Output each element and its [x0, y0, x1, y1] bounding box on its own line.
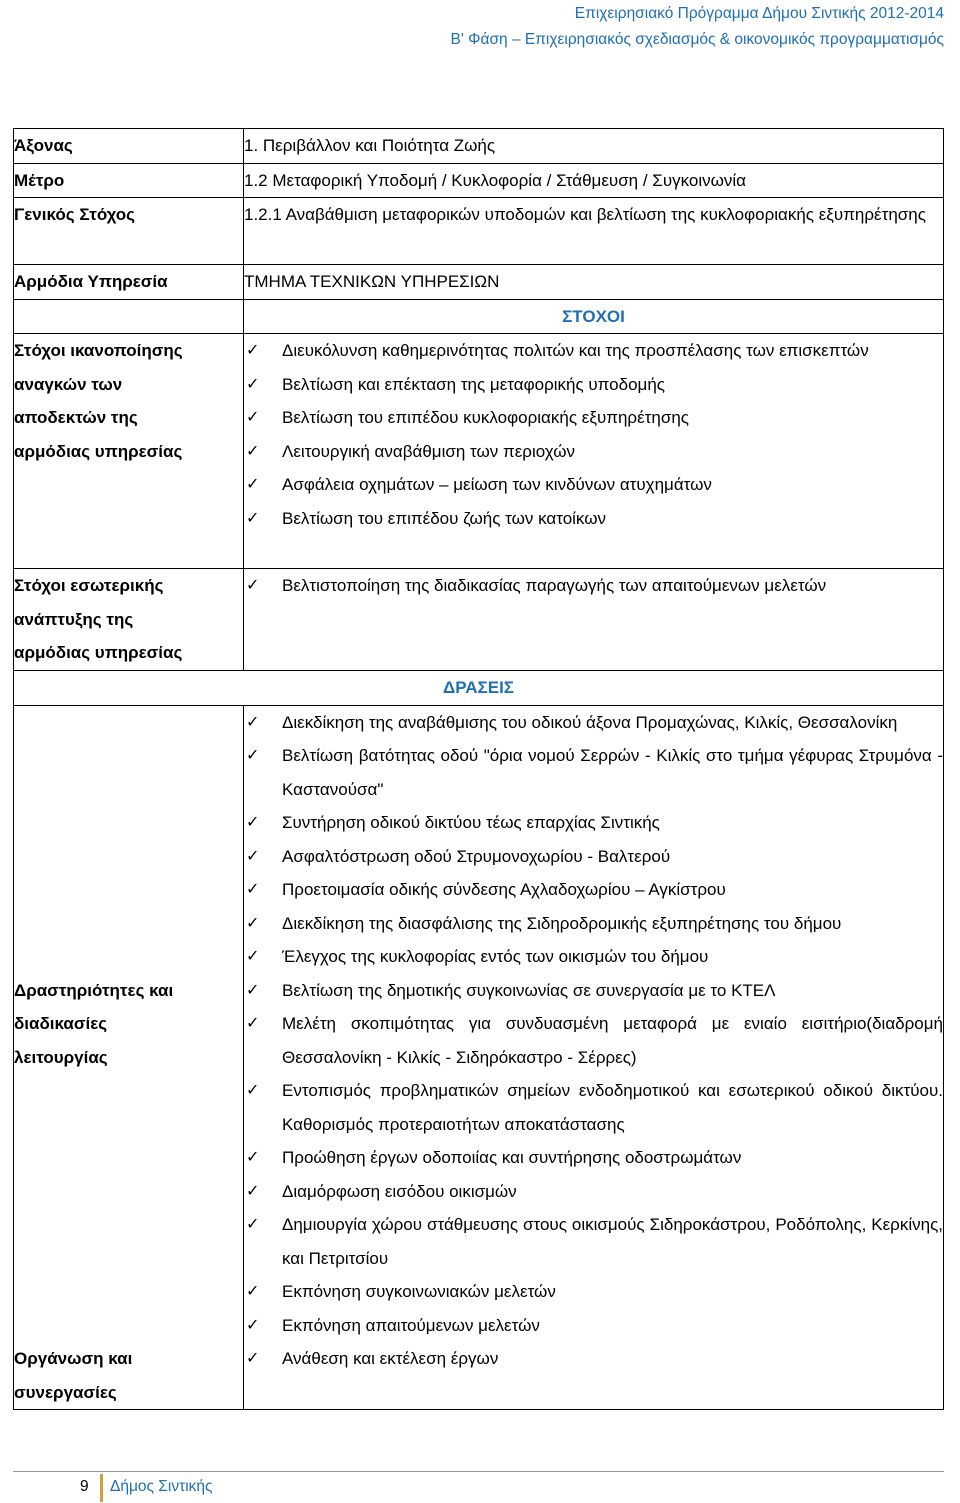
service-label: Αρμόδια Υπηρεσία — [14, 265, 244, 300]
checkmark-icon: ✓ — [246, 814, 260, 831]
internal-label-line: αρμόδιας υπηρεσίας — [14, 643, 183, 662]
internal-list — [244, 569, 943, 603]
needs-label-line: Στόχοι ικανοποίησης — [14, 341, 183, 360]
action-plan-table — [13, 128, 944, 1410]
actions-heading: ΔΡΑΣΕΙΣ — [14, 671, 944, 706]
list-item — [244, 401, 943, 435]
list-item-text: Βελτίωση της δημοτικής συγκοινωνίας σε συνεργασία με το ΚΤΕΛ — [282, 980, 776, 1000]
measure-value: 1.2 Μεταφορική Υποδομή / Κυκλοφορία / Στάθμευση / Συγκοινωνία — [244, 163, 944, 198]
checkmark-icon: ✓ — [246, 1082, 260, 1099]
list-item-text: Βελτίωση του επιπέδου ζωής των κατοίκων — [282, 508, 606, 528]
goals-heading: ΣΤΟΧΟΙ — [244, 299, 944, 334]
checkmark-icon: ✓ — [246, 1216, 260, 1233]
needs-label-line: αναγκών των — [14, 374, 123, 394]
row-needs — [14, 334, 944, 569]
list-item — [244, 907, 943, 941]
list-item — [244, 502, 943, 536]
list-item — [244, 1007, 943, 1074]
list-item — [244, 468, 943, 502]
list-item-text: Βελτιστοποίηση της διαδικασίας παραγωγής των απαιτούμενων μελετών — [282, 576, 827, 595]
checkmark-icon: ✓ — [246, 1350, 260, 1367]
needs-label — [14, 334, 244, 569]
checkmark-icon: ✓ — [246, 442, 260, 460]
footer-rule — [13, 1471, 944, 1472]
actions-list — [244, 706, 943, 1376]
needs-list — [244, 334, 943, 535]
list-item-text: Εκπόνηση συγκοινωνιακών μελετών — [282, 1282, 556, 1301]
checkmark-icon: ✓ — [246, 1015, 260, 1032]
checkmark-icon: ✓ — [246, 409, 260, 426]
list-item-text: Εντοπισμός προβληματικών σημείων ενδοδημοτικού και εσωτερικού οδικού δικτύου. Καθορισμός προτεραιοτήτων αποκατάστασης — [282, 1081, 943, 1134]
header-subtitle: Β' Φάση – Επιχειρησιακός σχεδιασμός & οικονομικός προγραμματισμός — [450, 31, 944, 48]
list-item-text: Ασφαλτόστρωση οδού Στρυμονοχωρίου - Βαλτερού — [282, 846, 671, 866]
list-item — [244, 435, 943, 469]
checkmark-icon: ✓ — [246, 1149, 260, 1166]
list-item — [244, 1275, 943, 1309]
checkmark-icon: ✓ — [246, 1316, 260, 1334]
list-item-text: Προώθηση έργων οδοποιίας και συντήρησης οδοστρωμάτων — [282, 1148, 742, 1167]
list-item — [244, 974, 943, 1008]
list-item — [244, 1342, 943, 1376]
activities-label-line: Δραστηριότητες και — [14, 980, 174, 1000]
list-item-text: Διεκδίκηση της διασφάλισης της Σιδηροδρομικής εξυπηρέτησης του δήμου — [282, 913, 842, 933]
header-title: Επιχειρησιακό Πρόγραμμα Δήμου Σιντικής 2012-2014 — [574, 5, 944, 22]
activities-label-line: διαδικασίες — [14, 1014, 108, 1033]
list-item-text: Ανάθεση και εκτέλεση έργων — [282, 1349, 499, 1368]
list-item — [244, 1141, 943, 1175]
goal-value: 1.2.1 Αναβάθμιση μεταφορικών υποδομών και βελτίωση της κυκλοφοριακής εξυπηρέτησης — [244, 198, 944, 265]
list-item — [244, 334, 943, 368]
checkmark-icon: ✓ — [246, 881, 260, 898]
list-item-text: Διεκδίκηση της αναβάθμισης του οδικού άξονα Προμαχώνας, Κιλκίς, Θεσσαλονίκη — [282, 712, 898, 732]
list-item-text: Βελτίωση του επιπέδου κυκλοφοριακής εξυπηρέτησης — [282, 408, 689, 427]
row-goals-heading — [14, 299, 944, 334]
list-item-text: Λειτουργική αναβάθμιση των περιοχών — [282, 441, 575, 461]
list-item — [244, 368, 943, 402]
footer-accent-bar — [100, 1474, 103, 1502]
row-internal — [14, 569, 944, 671]
list-item — [244, 1208, 943, 1275]
activities-label-line: λειτουργίας — [14, 1047, 108, 1067]
list-item-text: Έλεγχος της κυκλοφορίας εντός των οικισμών του δήμου — [282, 947, 709, 966]
footer-municipality: Δήμος Σιντικής — [110, 1478, 213, 1495]
list-item-text: Δημιουργία χώρου στάθμευσης στους οικισμούς Σιδηροκάστρου, Ροδόπολης, Κερκίνης, και Πετριτσίου — [282, 1215, 943, 1268]
checkmark-icon: ✓ — [246, 1283, 260, 1300]
cooperation-label-line: συνεργασίες — [14, 1382, 117, 1402]
checkmark-icon: ✓ — [246, 375, 260, 393]
checkmark-icon: ✓ — [246, 948, 260, 965]
row-measure — [14, 163, 944, 198]
checkmark-icon: ✓ — [246, 747, 260, 764]
list-item — [244, 569, 943, 603]
row-goal — [14, 198, 944, 265]
checkmark-icon: ✓ — [246, 847, 260, 865]
list-item-text: Προετοιμασία οδικής σύνδεσης Αχλαδοχωρίου – Αγκίστρου — [282, 880, 726, 899]
checkmark-icon: ✓ — [246, 577, 260, 594]
cooperation-label-line: Οργάνωση και — [14, 1349, 133, 1368]
checkmark-icon: ✓ — [246, 476, 260, 493]
needs-label-line: αποδεκτών της — [14, 408, 138, 427]
axis-value: 1. Περιβάλλον και Ποιότητα Ζωής — [244, 129, 944, 164]
list-item — [244, 1309, 943, 1343]
page-number: 9 — [80, 1478, 89, 1495]
list-item — [244, 806, 943, 840]
axis-label: Άξονας — [14, 129, 244, 164]
checkmark-icon: ✓ — [246, 509, 260, 527]
goal-label: Γενικός Στόχος — [14, 198, 244, 265]
row-actions — [14, 705, 944, 1410]
checkmark-icon: ✓ — [246, 914, 260, 932]
list-item — [244, 1175, 943, 1209]
checkmark-icon: ✓ — [246, 1182, 260, 1200]
list-item-text: Ασφάλεια οχημάτων – μείωση των κινδύνων ατυχημάτων — [282, 475, 712, 494]
list-item — [244, 706, 943, 740]
list-item-text: Βελτίωση βατότητας οδού "όρια νομού Σερρών - Κιλκίς στο τμήμα γέφυρας Στρυμόνα - Καστανούσα" — [282, 746, 943, 799]
list-item — [244, 940, 943, 974]
needs-label-line: αρμόδιας υπηρεσίας — [14, 441, 183, 461]
list-item — [244, 840, 943, 874]
list-item — [244, 1074, 943, 1141]
service-value: ΤΜΗΜΑ ΤΕΧΝΙΚΩΝ ΥΠΗΡΕΣΙΩΝ — [244, 265, 944, 300]
checkmark-icon: ✓ — [246, 342, 260, 359]
row-axis — [14, 129, 944, 164]
list-item-text: Βελτίωση και επέκταση της μεταφορικής υποδομής — [282, 374, 665, 394]
list-item-text: Διαμόρφωση εισόδου οικισμών — [282, 1181, 517, 1201]
list-item-text: Μελέτη σκοπιμότητας για συνδυασμένη μεταφορά με ενιαίο εισιτήριο(διαδρομή Θεσσαλονίκη - Κιλκίς - Σιδηρόκαστρο - Σέρρες) — [282, 1014, 943, 1067]
checkmark-icon: ✓ — [246, 981, 260, 999]
internal-label — [14, 569, 244, 671]
measure-label: Μέτρο — [14, 163, 244, 198]
list-item-text: Διευκόλυνση καθημερινότητας πολιτών και της προσπέλασης των επισκεπτών — [282, 341, 869, 360]
row-actions-heading — [14, 671, 944, 706]
list-item-text: Εκπόνηση απαιτούμενων μελετών — [282, 1315, 540, 1335]
checkmark-icon: ✓ — [246, 713, 260, 731]
internal-label-line: ανάπτυξης της — [14, 609, 134, 629]
list-item — [244, 739, 943, 806]
list-item-text: Συντήρηση οδικού δικτύου τέως επαρχίας Σιντικής — [282, 813, 660, 832]
list-item — [244, 873, 943, 907]
internal-label-line: Στόχοι εσωτερικής — [14, 576, 164, 595]
row-service — [14, 265, 944, 300]
